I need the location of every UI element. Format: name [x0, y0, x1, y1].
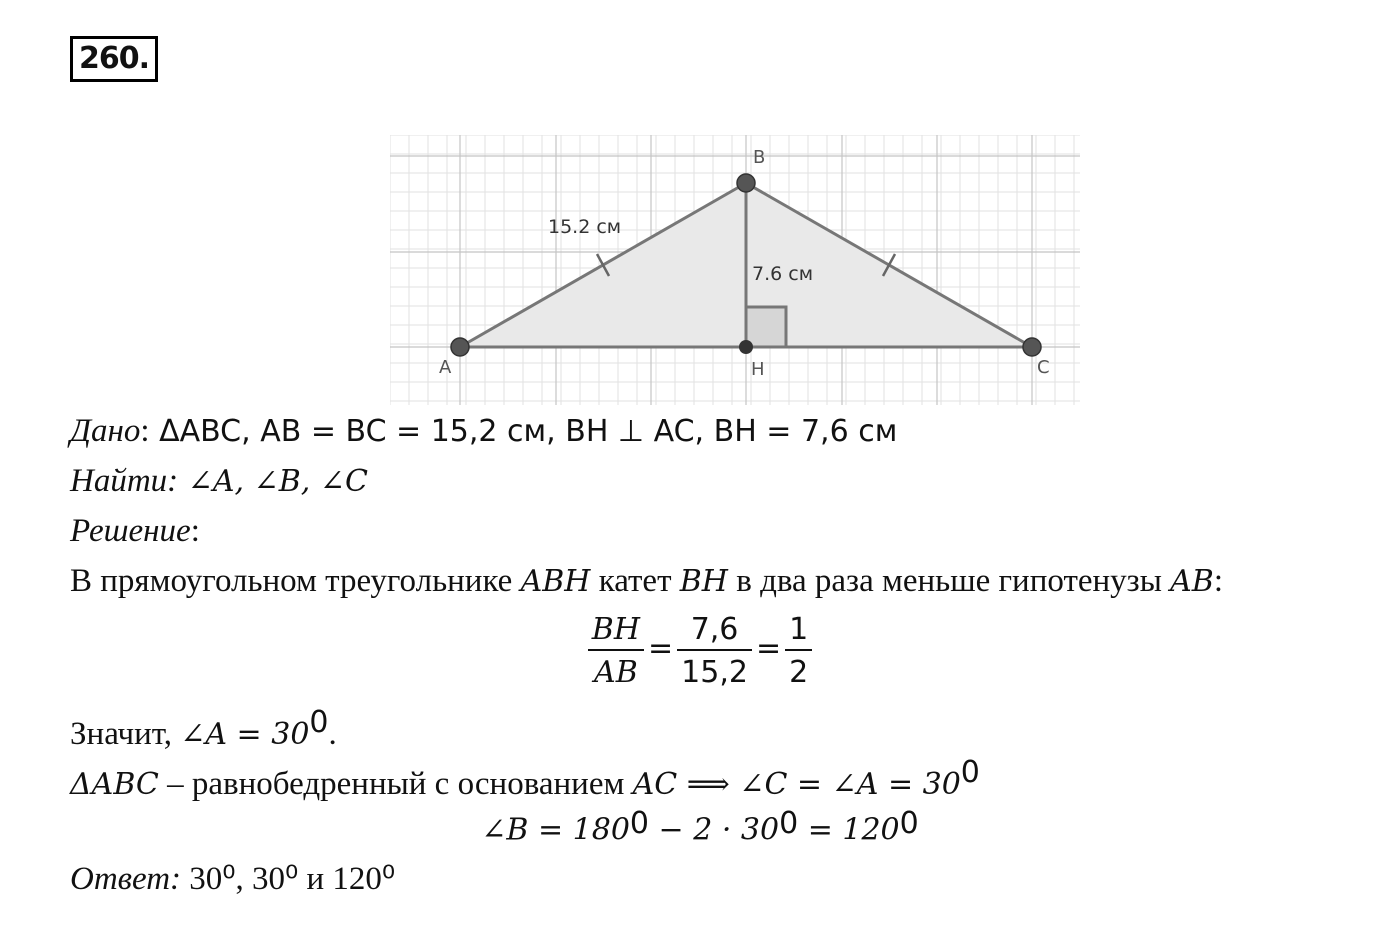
given-text: ΔABC, AB = BC = 15,2 см, BH ⊥ AC, BH = 7,6 см — [149, 414, 898, 449]
solution-label: Решение — [70, 513, 191, 549]
label-c: C — [1037, 357, 1050, 378]
step1-line: В прямоугольном треугольнике ABH катет BH в два раза меньше гипотенузы AB: — [70, 563, 1224, 599]
fraction-values: $\frac{7,6}{15,2}$ — [677, 612, 752, 690]
given-line: Дано: ΔABC, AB = BC = 15,2 см, BH ⊥ AC, BH = 7,6 см — [70, 413, 898, 449]
find-line — [70, 463, 368, 500]
find-label: Найти: — [70, 463, 179, 499]
fraction-bh-ab: $\frac{BH}{AB}$ — [588, 612, 644, 690]
step2-line: Значит, ∠A = $30^0$. — [70, 705, 337, 752]
answer-text: 30⁰, 30⁰ и 120⁰ — [181, 861, 396, 897]
answer-line — [70, 858, 395, 898]
problem-number: 260. — [70, 36, 158, 82]
right-angle-mark — [746, 307, 786, 347]
label-ab-length: 15.2 см — [548, 216, 622, 238]
fraction-half: $\frac{1}{2}$ — [785, 612, 812, 690]
point-c — [1023, 338, 1041, 356]
fraction-equation: $\frac{BH}{AB}$ = $\frac{7,6}{15,2}$ = $\frac{1}{2}$ — [0, 612, 1400, 690]
given-label: Дано — [70, 413, 141, 449]
label-b: B — [753, 147, 766, 168]
solution-line: Решение: — [70, 513, 200, 549]
label-bh-length: 7.6 см — [752, 263, 814, 285]
angle-b-equation: ∠B = $180^0 - 2 \cdot 30^0 = 120^0$ — [481, 806, 919, 848]
label-h: H — [751, 359, 765, 380]
point-b — [737, 174, 755, 192]
answer-label: Ответ: — [70, 861, 182, 897]
point-a — [451, 338, 469, 356]
step3-line: ΔABC – равнобедренный с основанием AC ⟹ ∠C = ∠A = $30^0$ — [70, 755, 980, 802]
find-text: ∠A, ∠B, ∠C — [178, 464, 368, 499]
point-h — [739, 340, 753, 354]
triangle-figure — [390, 135, 1090, 410]
label-a: A — [439, 357, 452, 378]
